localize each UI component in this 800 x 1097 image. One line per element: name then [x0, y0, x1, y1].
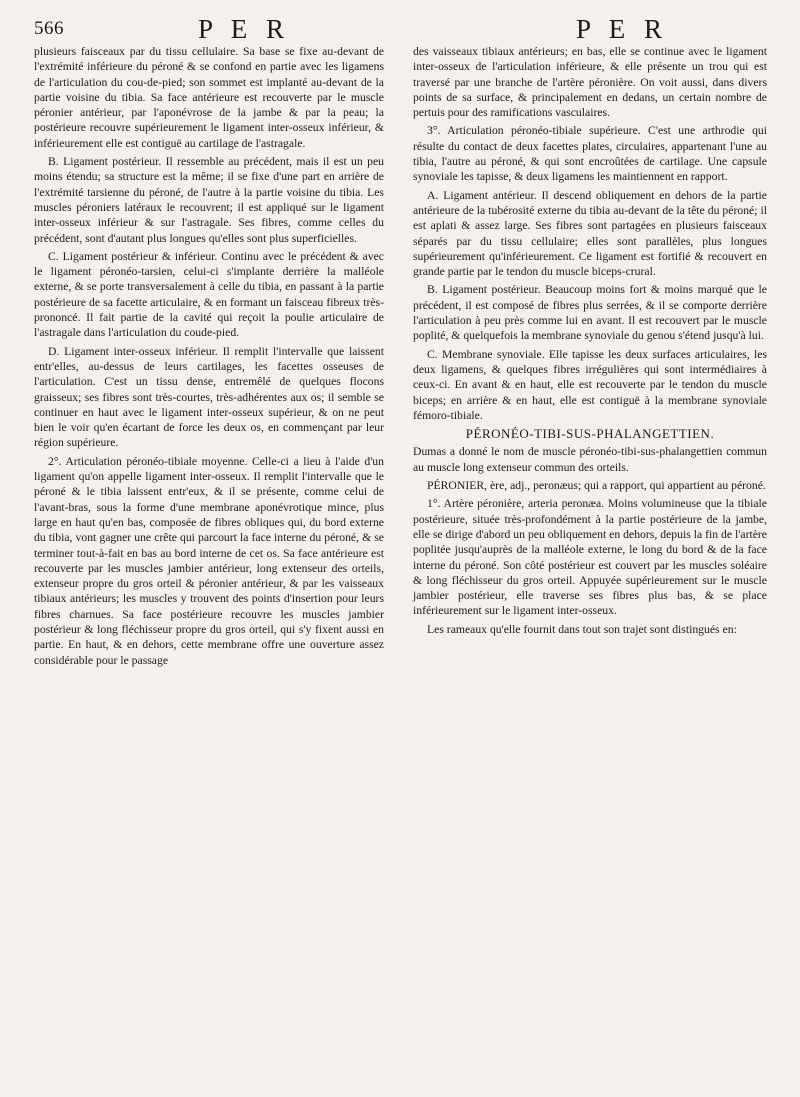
page-number: 566: [34, 18, 64, 39]
paragraph: B. Ligament postérieur. Beaucoup moins fort & moins marqué que le précédent, il est composé de fibres plus serrées, & il se comporte derrière l'articulation à peu près comme lui en avant. Il est recouvert par le muscle poplité, & quelquefois la membrane synoviale du genou s'étend jusqu'à lui.: [413, 283, 767, 343]
paragraph: B. Ligament postérieur. Il ressemble au précédent, mais il est un peu moins étendu; sa structure est la même; il se fixe d'une part en arrière de l'extrémité tarsienne du péroné, de l'autre à la partie voisine du tibia. Les muscles péroniers latéraux le recouvrent; il est appliqué sur le ligament inter-osseux inférieur & sur l'astragale. Ses fibres, comme celles du précédent, sont d'autant plus longues qu'elles sont plus superficielles.: [34, 155, 384, 245]
paragraph: 1°. Artère péronière, arteria peronæa. Moins volumineuse que la tibiale postérieure, située très-profondément à la partie postérieure de la jambe, elle se dirige d'abord un peu obliquement en dehors, depuis la fin de l'artère poplitée jusqu'auprès de la malléole externe, le long du bord & de la face interne du péroné. Son côté postérieur est couvert par les muscles soléaire & long fléchisseur du gros orteil. Appuyée supérieurement sur le muscle jambier postérieur, elle traverse ses fibres plus bas, & se place inférieurement sur le ligament inter-osseux.: [413, 497, 767, 618]
paragraph: D. Ligament inter-osseux inférieur. Il remplit l'intervalle que laissent entr'elles, au-dessus de leurs cartilages, les facettes osseuses de l'articulation. C'est un tissu dense, entremêlé de quelques flocons graisseux; ses fibres sont très-courtes, très-adhérentes aux os; il semble se continuer en haut avec le ligament inter-osseux supérieur, & on ne peut bien le voir qu'en écartant de force les deux os, en commençant par leur région supérieure.: [34, 344, 384, 450]
paragraph: plusieurs faisceaux par du tissu cellulaire. Sa base se fixe au-devant de l'extrémité inférieure du péroné & se confond en partie avec les ligamens de l'articulation du cou-de-pied; son sommet est implanté au-devant de la partie voisine du tibia. Sa face antérieure est recouverte par le muscle péronier antérieur, par l'aponévrose de la jambe & par la peau; la postérieure recouvre supérieurement le ligament inter-osseux inférieur, & inférieurement elle est contiguë au cartilage de l'astragale.: [34, 45, 384, 150]
entry-heading: PÉRONÉO-TIBI-SUS-PHALANGETTIEN.: [465, 426, 715, 442]
running-head-right: P E R: [576, 14, 669, 44]
entry-heading: PÉRONIER, ère, adj., peronæus; qui a rapport, qui appartient au péroné.: [427, 479, 766, 493]
running-head-left: P E R: [198, 14, 291, 44]
paragraph: 3°. Articulation péronéo-tibiale supérieure. C'est une arthrodie qui résulte du contact de deux facettes plates, circulaires, appartenant l'une au tibia, l'autre au péroné, & qui sont encroûtées de cartilage. Une capsule synoviale les tapisse, & deux ligamens les maintiennent en rapport.: [413, 124, 767, 184]
paragraph: C. Membrane synoviale. Elle tapisse les deux surfaces articulaires, les deux ligamens, & quelques fibres irrégulières qui sont intermédiaires à ceux-ci. En avant & en haut, elle est recouverte par le tendon du muscle biceps; en arrière & en haut, elle est contiguë à la membrane synoviale fémoro-tibiale.: [413, 347, 767, 422]
paragraph: 2°. Articulation péronéo-tibiale moyenne. Celle-ci a lieu à l'aide d'un ligament qu'on appelle ligament inter-osseux. Il remplit l'intervalle que le péroné & le tibia laissent entr'eux, & il se présente, comme celui de l'avant-bras, sous la forme d'une membrane aponévrotique mince, plus large en haut qu'en bas, composée de fibres obliques qui, du bord externe du tibia, vont gagner une crête qui parcourt la face interne du péroné, & se terminer tout-à-fait en bas au bord interne de cet os. Sa face antérieure est recouverte par les muscles jambier antérieur, long extenseur des orteils, extenseur propre du gros orteil & péronier antérieur, & par les vaisseaux tibiaux antérieurs; les muscles y trouvent des points d'insertion pour leurs fibres charnues. Sa face postérieure recouvre les muscles jambier postérieur & long fléchisseur propre du gros orteil, qui s'y fixent aussi en partie. En haut, & en dehors, cette membrane offre une ouverture assez considérable pour le passage: [34, 454, 384, 667]
running-header: [0, 14, 800, 44]
paragraph: des vaisseaux tibiaux antérieurs; en bas, elle se continue avec le ligament inter-osseux de l'articulation inférieure, & elle présente un trou qui est traversé par une branche de l'artère péronière. On voit aussi, dans divers points de sa surface, & principalement en dedans, un certain nombre de pertuis pour des ramifications vasculaires.: [413, 45, 767, 120]
left-column: [34, 44, 384, 671]
paragraph: Les rameaux qu'elle fournit dans tout son trajet sont distingués en:: [427, 622, 737, 636]
paragraph: A. Ligament antérieur. Il descend obliquement en dehors de la partie antérieure de la tubérosité externe du tibia au-devant de la tête du péroné; il est aplati & assez large. Ses fibres sont partagées en plusieurs faisceaux séparés par du tissu cellulaire; elles sont parallèles, plus longues supérieurement qu'inférieurement. Ce ligament est fortifié & recouvert en grande partie par le tendon du muscle biceps-crural.: [413, 188, 767, 279]
paragraph: Dumas a donné le nom de muscle péronéo-tibi-sus-phalangettien commun au muscle long extenseur commun des orteils.: [413, 445, 767, 474]
paragraph: C. Ligament postérieur & inférieur. Continu avec le précédent & avec le ligament péronéo-tarsien, celui-ci s'implante derrière la malléole externe, & se porte transversalement à celle du tibia, en passant à la partie postérieure de sa facette articulaire, & en formant un faisceau fibreux très-prononcé. Il fait partie de la cavité qui reçoit la poulie articulaire de l'astragale dans l'articulation du coude-pied.: [34, 249, 384, 340]
right-column: [413, 44, 767, 640]
